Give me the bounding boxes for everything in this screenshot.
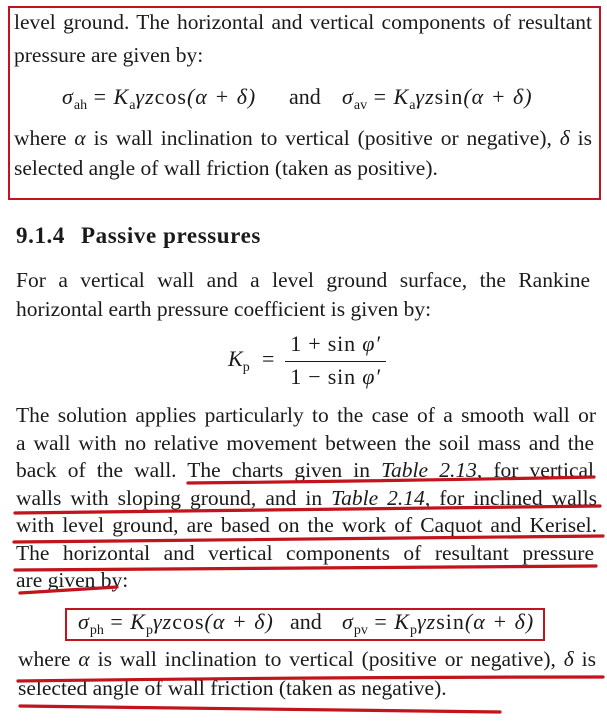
phi-prime-symbol: φ′ [362,331,381,356]
text-segment: is [573,647,596,671]
text-segment: is [569,126,592,150]
text-segment: where [18,647,79,671]
subscript: ph [89,623,104,638]
subscript: p [409,623,417,638]
delta-symbol: δ [563,647,574,671]
text-line: For a vertical wall and a level ground surface, the Rankine [16,268,590,292]
subscript: a [129,98,136,113]
coefficient-k: K [394,609,410,634]
fraction-bar [285,361,386,362]
formula-variables: γz [152,609,173,634]
text-segment: is wall inclination to vertical (positive or negative), [89,647,564,671]
coefficient-k: K [113,84,130,109]
alpha-symbol: α [74,126,86,150]
text-segment: walls with sloping ground, and in [16,486,332,510]
conjunction-and: and [290,609,322,634]
trig-function: sin [436,609,465,634]
coefficient-k: K [130,609,146,634]
subscript: av [353,98,368,113]
section-heading [16,223,261,249]
section-title: Passive pressures [81,223,261,248]
table-reference: Table 2.14 [331,486,425,510]
red-underline [20,706,500,712]
formula-active-vertical [342,85,533,118]
text-line: The horizontal and vertical components of resultant pressure [16,541,594,565]
sigma-symbol: σ [342,84,354,109]
angle-argument: (α + δ) [186,84,257,109]
text-segment: , for inclined walls [424,486,597,510]
formula-passive-vertical [342,610,534,643]
equals-sign: = [87,84,114,109]
sigma-symbol: σ [342,609,354,634]
trig-function: cos [172,609,205,634]
trig-function: cos [154,84,187,109]
text-line: horizontal earth pressure coefficient is given by: [16,297,432,321]
formula-variables: γz [416,609,437,634]
equals-sign: = [262,346,275,371]
conjunction-and: and [289,84,321,109]
angle-argument: (α + δ) [204,609,274,634]
text-segment: where [14,126,75,150]
subscript: ah [73,98,88,113]
trig-function: sin [434,84,464,109]
subscript: p [242,360,250,375]
text-line: selected angle of wall friction (taken as positive). [14,156,438,180]
equals-sign: = [103,609,131,634]
sigma-symbol: σ [78,609,90,634]
table-reference: Table 2.13 [381,458,477,482]
angle-argument: (α + δ) [463,84,533,109]
text-segment: is wall inclination to vertical (positive or negative), [85,126,560,150]
text-segment: back of the wall. The charts given in [16,458,382,482]
text-line: are given by: [16,568,129,592]
text-line: level ground. The horizontal and vertical components of resultant [14,10,592,34]
delta-symbol: δ [559,126,570,150]
subscript: pv [353,623,368,638]
denominator-text: 1 − sin [290,364,363,389]
numerator-text: 1 + sin [290,331,363,356]
text-line [16,486,597,510]
formula-kp-lhs [228,347,250,380]
coefficient-k: K [393,84,410,109]
formula-variables: γz [415,84,435,109]
coefficient-k: K [228,346,243,371]
text-line: selected angle of wall friction (taken as negative). [18,676,447,700]
text-line: pressure are given by: [14,43,204,67]
text-segment: , for vertical [476,458,595,482]
subscript: p [145,623,153,638]
angle-argument: (α + δ) [464,609,535,634]
text-line [16,458,594,482]
equals-sign: = [367,609,395,634]
sigma-symbol: σ [62,84,74,109]
formula-passive-horizontal [78,610,274,643]
text-line [14,126,592,150]
phi-prime-symbol: φ′ [362,364,381,389]
formula-active-horizontal [62,85,256,118]
alpha-symbol: α [78,647,90,671]
fraction-denominator [285,365,386,389]
text-line: with level ground, are based on the work of Caquot and Kerisel. [16,513,597,537]
subscript: a [409,98,416,113]
formula-variables: γz [135,84,155,109]
section-number: 9.1.4 [16,223,65,248]
fraction-numerator [285,332,386,356]
text-line [18,647,596,671]
text-line: a wall with no relative movement between the soil mass and the [16,431,594,455]
equals-sign: = [367,84,394,109]
text-line: The solution applies particularly to the case of a smooth wall or [16,403,596,427]
